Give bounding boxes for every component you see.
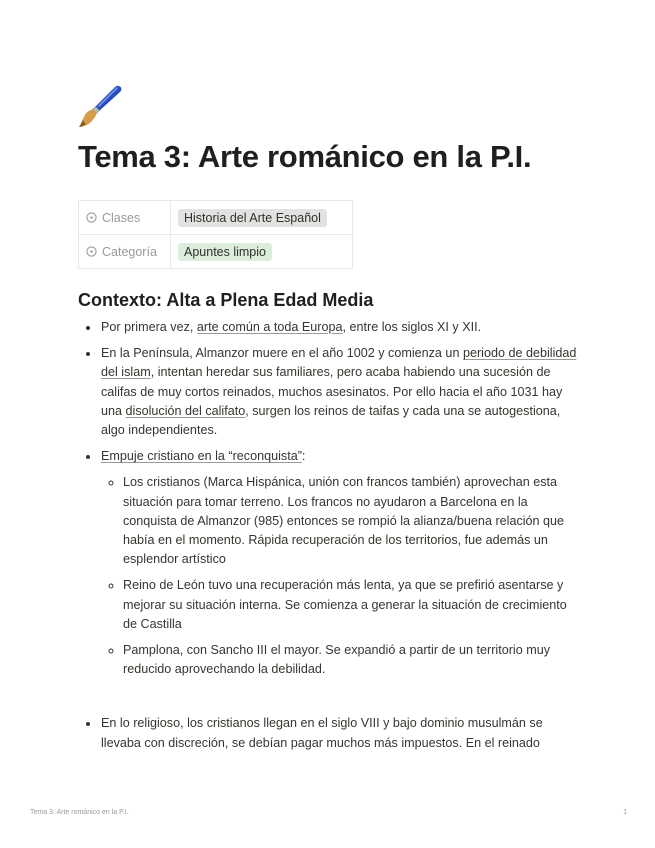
underlined-text: disolución del califato — [125, 403, 246, 418]
section-heading: Contexto: Alta a Plena Edad Media — [78, 290, 374, 310]
list-item-text: Por primera vez, — [101, 320, 197, 334]
property-value-cell[interactable] — [171, 235, 353, 269]
tag-historia-arte[interactable]: Historia del Arte Español — [178, 209, 327, 227]
underlined-text: arte común a toda Europa — [196, 320, 343, 334]
nested-list-item: ◦ Los cristianos (Marca Hispánica, unión con francos también) aprovechan esta situación para tomar terreno. Los francos no ayudaron a Barcelona en la conquista de Almanzor (985) entonces se rompió la alianza/buena relación que había en el momento. Rápida recuperación de los territorios, fue además un esplendor artístico — [123, 473, 583, 569]
nested-list-item: ◦ Pamplona, con Sancho III el mayor. Se expandió a partir de un territorio muy reducido aprovechando la debilidad. — [123, 641, 583, 679]
list-item-text: , entre los siglos XI y XII. — [342, 320, 482, 334]
list-item-text: En lo religioso, los cristianos llegan en el siglo VIII y bajo dominio musulmán se llevaba con discreción, se debían pagar muchos más impuestos. En el reinado — [101, 716, 543, 750]
property-value-cell[interactable] — [171, 201, 353, 235]
list-item — [100, 318, 583, 337]
property-row-clases — [79, 201, 353, 235]
list-item-text: , intentan heredar sus familiares, pero acaba habiendo una sucesión de califas de muy cortos reinados, muchos asesinatos. Por ello hacia el año 1031 hay una — [101, 365, 563, 418]
list-item-text: , surgen los reinos de taifas y cada una se autogestiona, algo independientes. — [101, 403, 561, 438]
property-name: Categoría — [102, 244, 157, 259]
tag-apuntes-limpio[interactable]: Apuntes limpio — [178, 243, 272, 261]
property-name: Clases — [102, 210, 141, 225]
footer-page-number: 1 — [623, 809, 627, 816]
underlined-text: periodo de debilidad del islam — [101, 346, 577, 380]
property-name-cell — [79, 201, 171, 235]
property-name-cell — [79, 235, 171, 269]
page-title: Tema 3: Arte románico en la P.I. — [78, 139, 532, 174]
footer-title: Tema 3: Arte románico en la P.I. — [30, 809, 129, 816]
paintbrush-icon — [78, 84, 124, 130]
page-content — [78, 84, 583, 760]
properties-table — [78, 200, 353, 269]
list-item — [100, 447, 583, 707]
underlined-text: Empuje cristiano en la “reconquista” — [101, 449, 302, 464]
list-item — [100, 344, 583, 440]
nested-list-item: ◦ Reino de León tuvo una recuperación más lenta, ya que se prefirió asentarse y mejorar su situación interna. Se comienza a generar la situación de crecimiento de Castilla — [123, 576, 583, 634]
list-item — [100, 714, 583, 752]
list-item-text: : — [301, 449, 306, 464]
select-property-icon — [86, 246, 97, 257]
bulleted-list — [78, 318, 583, 753]
select-property-icon — [86, 212, 97, 223]
empty-block — [101, 686, 583, 707]
property-row-categoria — [79, 235, 353, 269]
nested-list — [101, 473, 583, 679]
list-item-text: En la Península, Almanzor muere en el año 1002 y comienza un — [101, 346, 463, 361]
